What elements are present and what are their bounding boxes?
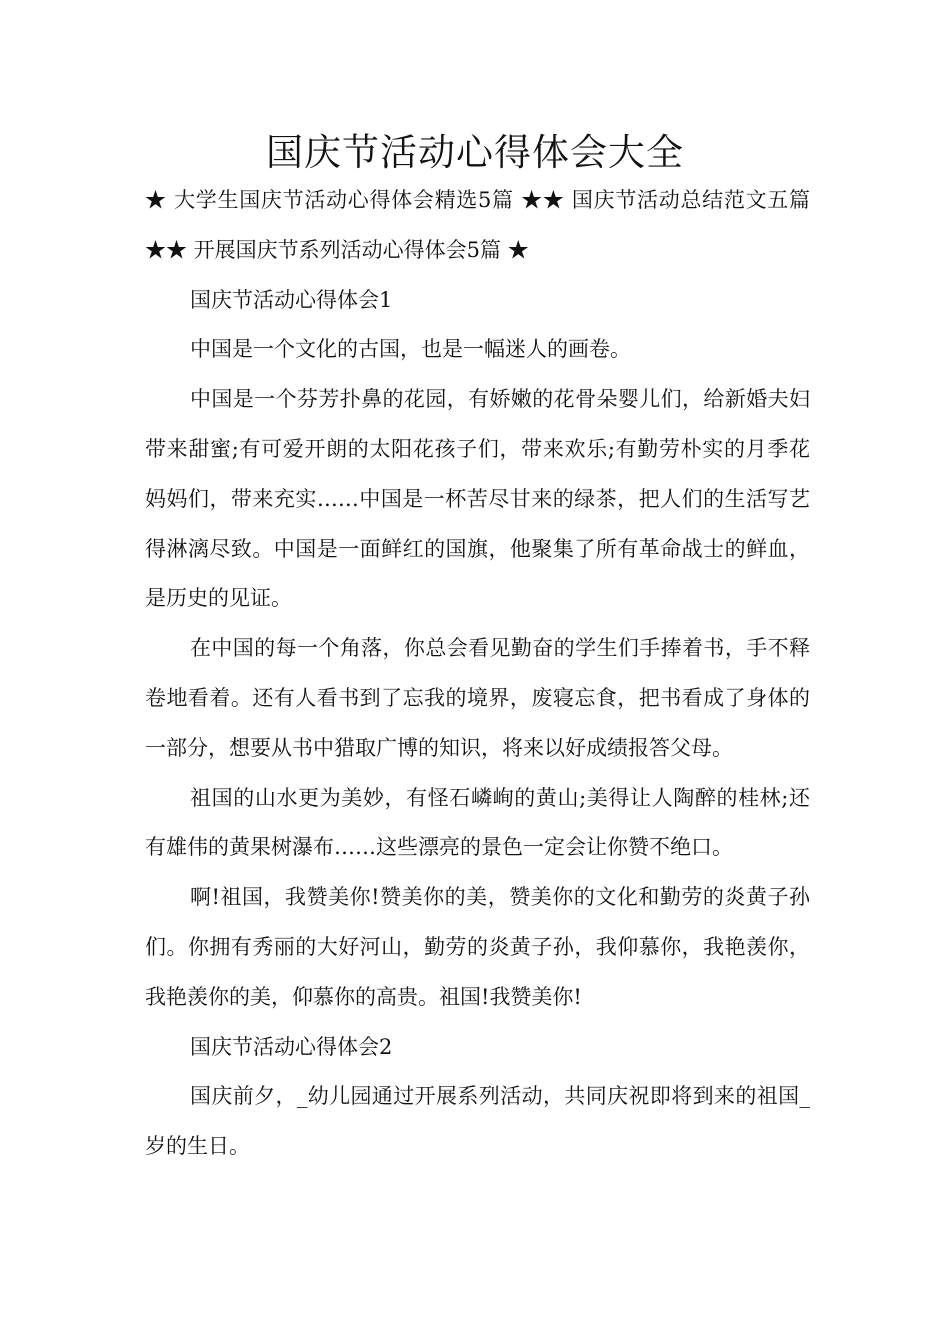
section-heading-2: 国庆节活动心得体会2 <box>190 1034 393 1059</box>
intro-links: ★ 大学生国庆节活动心得体会精选5篇 ★★ 国庆节活动总结范文五篇 ★★ 开展国庆节系列活动心得体会5篇 ★ <box>145 188 810 262</box>
paragraph: 中国是一个文化的古国，也是一幅迷人的画卷。 <box>190 337 631 362</box>
paragraph: 啊!祖国，我赞美你!赞美你的美，赞美你的文化和勤劳的炎黄子孙们。你拥有秀丽的大好河山，勤劳的炎黄子孙，我仰慕你，我艳羡你，我艳羡你的美，仰慕你的高贵。祖国!我赞美你! <box>145 885 810 1009</box>
paragraph: 国庆前夕，_幼儿园通过开展系列活动，共同庆祝即将到来的祖国_岁的生日。 <box>145 1084 810 1159</box>
paragraph: 在中国的每一个角落，你总会看见勤奋的学生们手捧着书，手不释卷地看着。还有人看书到了忘我的境界，废寝忘食，把书看成了身体的一部分，想要从书中猎取广博的知识，将来以好成绩报答父母。 <box>145 636 810 760</box>
document-title: 国庆节活动心得体会大全 <box>266 131 684 174</box>
paragraph: 祖国的山水更为美妙，有怪石嶙峋的黄山;美得让人陶醉的桂林;还有雄伟的黄果树瀑布……这些漂亮的景色一定会让你赞不绝口。 <box>145 785 810 860</box>
section-heading-1: 国庆节活动心得体会1 <box>190 287 393 312</box>
document-body <box>145 176 810 1172</box>
paragraph: 中国是一个芬芳扑鼻的花园，有娇嫩的花骨朵婴儿们，给新婚夫妇带来甜蜜;有可爱开朗的太阳花孩子们，带来欢乐;有勤劳朴实的月季花妈妈们，带来充实……中国是一杯苦尽甘来的绿茶，把人们的生活写艺得淋漓尽致。中国是一面鲜红的国旗，他聚集了所有革命战士的鲜血，是历史的见证。 <box>145 387 810 611</box>
